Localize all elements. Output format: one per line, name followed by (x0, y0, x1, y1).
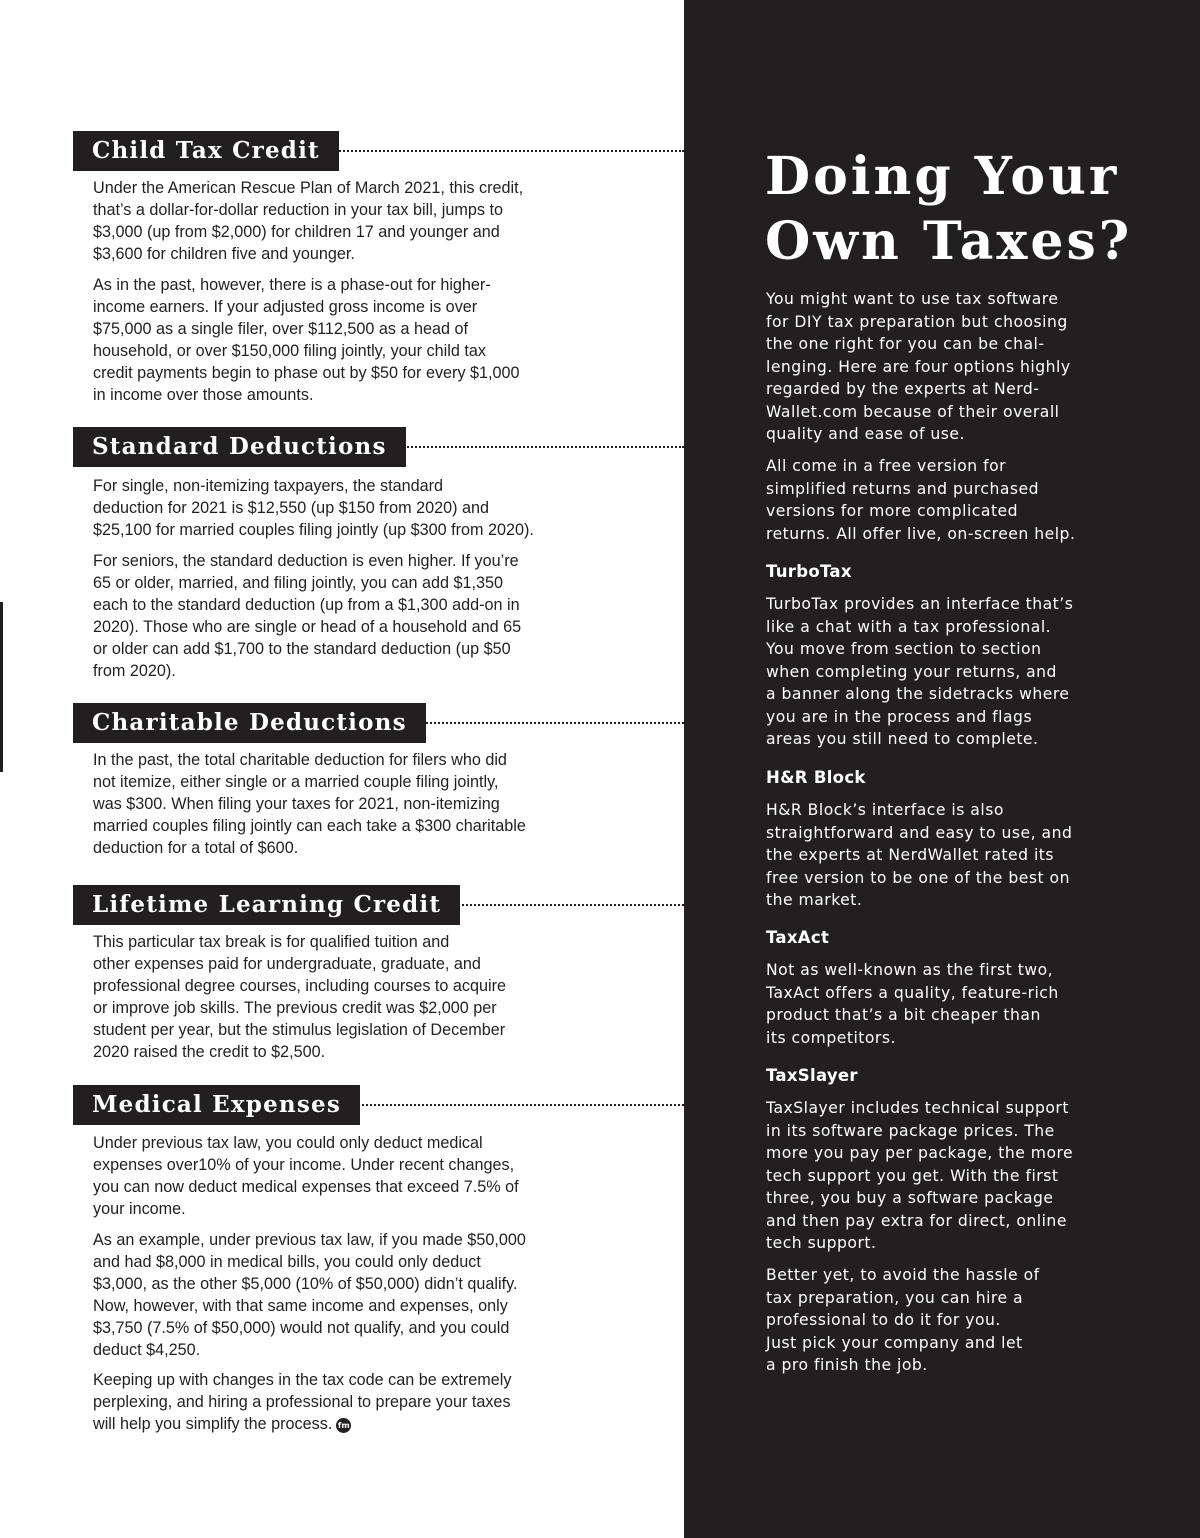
dotted-rule (332, 150, 684, 152)
product-description: TaxSlayer includes technical support in its software package prices. The more you pay per package, the more tech support you get. With the first three, you buy a software package and then pay extra for direct, online tech support. (766, 1099, 1074, 1252)
product-description: H&R Block’s interface is also straightforward and easy to use, and the experts at NerdWallet rated its free version to be one of the best on the market. (766, 801, 1073, 909)
dotted-rule (388, 446, 684, 448)
dotted-rule (345, 1104, 684, 1106)
dotted-rule (439, 904, 684, 906)
heading-label: Lifetime Learning Credit (73, 885, 460, 925)
paragraph: Under the American Rescue Plan of March 2021, this credit, that’s a dollar-for-dollar reduction in your tax bill, jumps to $3,000 (up from $2,000) for children 17 and younger and $3,600 for children five and younger. (93, 179, 524, 263)
paragraph: Keeping up with changes in the tax code can be extremely perplexing, and hiring a professional to prepare your taxes will help you simplify the process. fm (93, 1371, 512, 1433)
sidebar-closing: Better yet, to avoid the hassle of tax preparation, you can hire a professional to do it for you. Just pick your company and let a pro finish the job. (766, 1266, 1040, 1374)
paragraph: In the past, the total charitable deduction for filers who did not itemize, either single or a married couple filing jointly, was $300. When filing your taxes for 2021, non-itemizing married couples filing jointly can each take a $300 charitable deduction for a total of $600. (93, 751, 526, 857)
heading-label: Child Tax Credit (73, 131, 339, 171)
section-heading-standard-deductions (73, 427, 684, 467)
sidebar-title: Doing Your Own Taxes? (765, 146, 1133, 272)
product-heading-hr-block: H&R Block (766, 768, 866, 787)
sidebar-intro: All come in a free version for simplified returns and purchased versions for more complicated returns. All offer live, on-screen help. (766, 457, 1076, 543)
section-heading-charitable-deductions (73, 703, 684, 743)
section-heading-lifetime-learning-credit (73, 885, 684, 925)
heading-label: Medical Expenses (73, 1085, 360, 1125)
dotted-rule (401, 722, 684, 724)
end-mark-icon: fm (336, 1418, 351, 1433)
product-heading-taxslayer: TaxSlayer (766, 1066, 858, 1085)
product-heading-turbotax: TurboTax (766, 562, 852, 581)
paragraph: For seniors, the standard deduction is even higher. If you’re 65 or older, married, and filing jointly, you can add $1,350 each to the standard deduction (up from a $1,300 add-on in 2020). Those who are single or head of a household and 65 or older can add $1,700 to the standard deduction (up $50 from 2020). (93, 552, 522, 680)
product-description: TurboTax provides an interface that’s like a chat with a tax professional. You move from section to section when completing your returns, and a banner along the sidetracks where you are in the process and flags areas you still need to complete. (766, 595, 1074, 748)
heading-label: Charitable Deductions (73, 703, 426, 743)
paragraph: As in the past, however, there is a phase-out for higher- income earners. If your adjusted gross income is over $75,000 as a single filer, over $112,500 as a head of household, or over $150,000 filing jointly, your child tax credit payments begin to phase out by $50 for every $1,000 in income over those amounts. (93, 276, 520, 404)
page-edge-bar (0, 602, 3, 772)
section-heading-child-tax-credit (73, 131, 684, 171)
product-heading-taxact: TaxAct (766, 928, 830, 947)
section-heading-medical-expenses (73, 1085, 684, 1125)
paragraph: For single, non-itemizing taxpayers, the standard deduction for 2021 is $12,550 (up $150 from 2020) and $25,100 for married couples filing jointly (up $300 from 2020). (93, 477, 534, 539)
paragraph: Under previous tax law, you could only deduct medical expenses over10% of your income. Under recent changes, you can now deduct medical expenses that exceed 7.5% of your income. (93, 1134, 519, 1218)
sidebar-intro: You might want to use tax software for DIY tax preparation but choosing the one right for you can be chal- lenging. Here are four options highly regarded by the experts at Nerd- Wallet.com because of their overall quality and ease of use. (766, 290, 1071, 443)
product-description: Not as well-known as the first two, TaxAct offers a quality, feature-rich product that’s a bit cheaper than its competitors. (766, 961, 1059, 1047)
heading-label: Standard Deductions (73, 427, 406, 467)
paragraph: This particular tax break is for qualified tuition and other expenses paid for undergraduate, graduate, and professional degree courses, including courses to acquire or improve job skills. The previous credit was $2,000 per student per year, but the stimulus legislation of December 2020 raised the credit to $2,500. (93, 933, 507, 1061)
paragraph: As an example, under previous tax law, if you made $50,000 and had $8,000 in medical bills, you could only deduct $3,000, as the other $5,000 (10% of $50,000) didn’t qualify. Now, however, with that same income and expenses, only $3,750 (7.5% of $50,000) would not qualify, and you could deduct $4,250. (93, 1231, 526, 1359)
